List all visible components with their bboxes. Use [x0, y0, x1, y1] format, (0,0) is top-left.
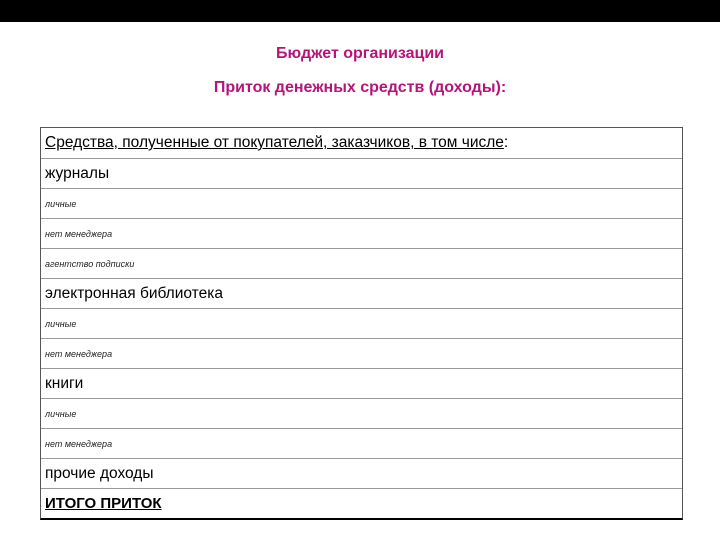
table-row-magazines-no-manager — [41, 219, 682, 249]
row-label: нет менеджера — [45, 348, 113, 359]
row-label: агентство подписки — [45, 258, 135, 269]
row-label: нет менеджера — [45, 438, 113, 449]
table-row-other-income — [41, 459, 682, 489]
table-row-books-personal — [41, 399, 682, 429]
table-row-e-library — [41, 279, 682, 309]
page-subtitle: Приток денежных средств (доходы): — [213, 79, 507, 96]
table-row-magazines — [41, 159, 682, 189]
table-header-text: Средства, полученные от покупателей, заказчиков, в том числе — [45, 134, 504, 151]
row-label: журналы — [45, 164, 110, 182]
row-label: электронная библиотека — [45, 284, 223, 302]
table-header-row — [41, 128, 682, 159]
row-label: личные — [45, 408, 77, 419]
top-bar — [0, 0, 720, 22]
row-label: личные — [45, 318, 77, 329]
page-title: Бюджет организации — [276, 45, 444, 62]
budget-table — [40, 127, 683, 520]
total-label: ИТОГО ПРИТОК — [45, 495, 162, 512]
table-row-total — [41, 489, 682, 518]
row-label: личные — [45, 198, 77, 209]
table-row-books-no-manager — [41, 429, 682, 459]
row-label: книги — [45, 374, 84, 392]
table-row-magazines-personal — [41, 189, 682, 219]
table-row-magazines-agency — [41, 249, 682, 279]
row-label: прочие доходы — [45, 464, 154, 482]
table-row-e-library-no-manager — [41, 339, 682, 369]
row-label: нет менеджера — [45, 228, 113, 239]
table-row-e-library-personal — [41, 309, 682, 339]
table-header-colon: : — [503, 134, 509, 151]
table-row-books — [41, 369, 682, 399]
